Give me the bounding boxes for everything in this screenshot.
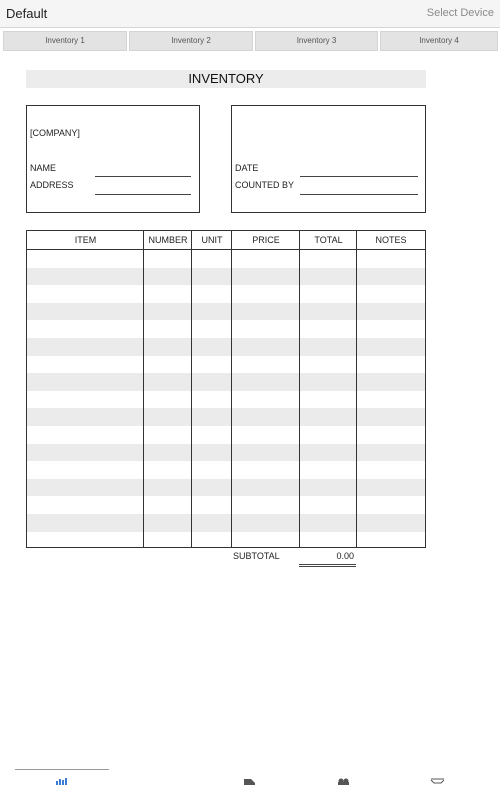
chart-icon[interactable] bbox=[55, 772, 69, 780]
subtotal-label: SUBTOTAL bbox=[233, 551, 280, 561]
company-info-box bbox=[26, 105, 200, 213]
address-field[interactable] bbox=[95, 194, 191, 195]
col-notes: NOTES bbox=[375, 235, 407, 245]
table-row[interactable] bbox=[27, 461, 425, 479]
col-total: TOTAL bbox=[314, 235, 343, 245]
subtotal-underline bbox=[299, 564, 356, 565]
table-row[interactable] bbox=[27, 408, 425, 426]
col-number: NUMBER bbox=[148, 235, 188, 245]
tab-inventory-2[interactable]: Inventory 2 bbox=[129, 31, 253, 51]
date-field[interactable] bbox=[300, 176, 418, 177]
table-row[interactable] bbox=[27, 320, 425, 338]
company-field[interactable]: [COMPANY] bbox=[30, 128, 80, 138]
counted-by-label: COUNTED BY bbox=[235, 180, 295, 190]
tray-icon[interactable] bbox=[430, 772, 444, 780]
column-divider bbox=[356, 231, 357, 547]
tab-inventory-3[interactable]: Inventory 3 bbox=[255, 31, 378, 51]
sheet-tabs bbox=[0, 29, 500, 52]
subtotal-value[interactable]: 0.00 bbox=[336, 551, 354, 561]
col-price: PRICE bbox=[252, 235, 280, 245]
table-row[interactable] bbox=[27, 250, 425, 268]
table-row[interactable] bbox=[27, 514, 425, 532]
column-divider bbox=[143, 231, 144, 547]
col-unit: UNIT bbox=[201, 235, 223, 245]
table-row[interactable] bbox=[27, 303, 425, 321]
inventory-table bbox=[26, 230, 426, 548]
table-row[interactable] bbox=[27, 356, 425, 374]
app-title: Default bbox=[6, 6, 48, 21]
counted-by-field[interactable] bbox=[300, 194, 418, 195]
document-icon[interactable] bbox=[243, 772, 257, 780]
address-label: ADDRESS bbox=[30, 180, 74, 190]
table-row[interactable] bbox=[27, 391, 425, 409]
column-divider bbox=[299, 231, 300, 547]
name-field[interactable] bbox=[95, 176, 191, 177]
column-divider bbox=[191, 231, 192, 547]
date-label: DATE bbox=[235, 163, 259, 173]
name-label: NAME bbox=[30, 163, 57, 173]
subtotal-underline bbox=[299, 566, 356, 567]
table-row[interactable] bbox=[27, 444, 425, 462]
tab-inventory-4[interactable]: Inventory 4 bbox=[380, 31, 498, 51]
table-header bbox=[27, 231, 425, 250]
app-header bbox=[0, 0, 500, 28]
table-row[interactable] bbox=[27, 532, 425, 548]
sheet-title: INVENTORY bbox=[26, 70, 426, 88]
tab-inventory-1[interactable]: Inventory 1 bbox=[3, 31, 127, 51]
active-tab-indicator bbox=[15, 769, 109, 770]
table-row[interactable] bbox=[27, 268, 425, 286]
table-row[interactable] bbox=[27, 496, 425, 514]
col-item: ITEM bbox=[74, 235, 97, 245]
table-row[interactable] bbox=[27, 426, 425, 444]
table-row[interactable] bbox=[27, 373, 425, 391]
select-device-button[interactable]: Select Device bbox=[426, 7, 494, 19]
bottom-toolbar bbox=[0, 760, 500, 800]
count-info-box bbox=[231, 105, 426, 213]
table-row[interactable] bbox=[27, 285, 425, 303]
table-row[interactable] bbox=[27, 338, 425, 356]
people-icon[interactable] bbox=[336, 772, 350, 780]
table-row[interactable] bbox=[27, 479, 425, 497]
column-divider bbox=[231, 231, 232, 547]
